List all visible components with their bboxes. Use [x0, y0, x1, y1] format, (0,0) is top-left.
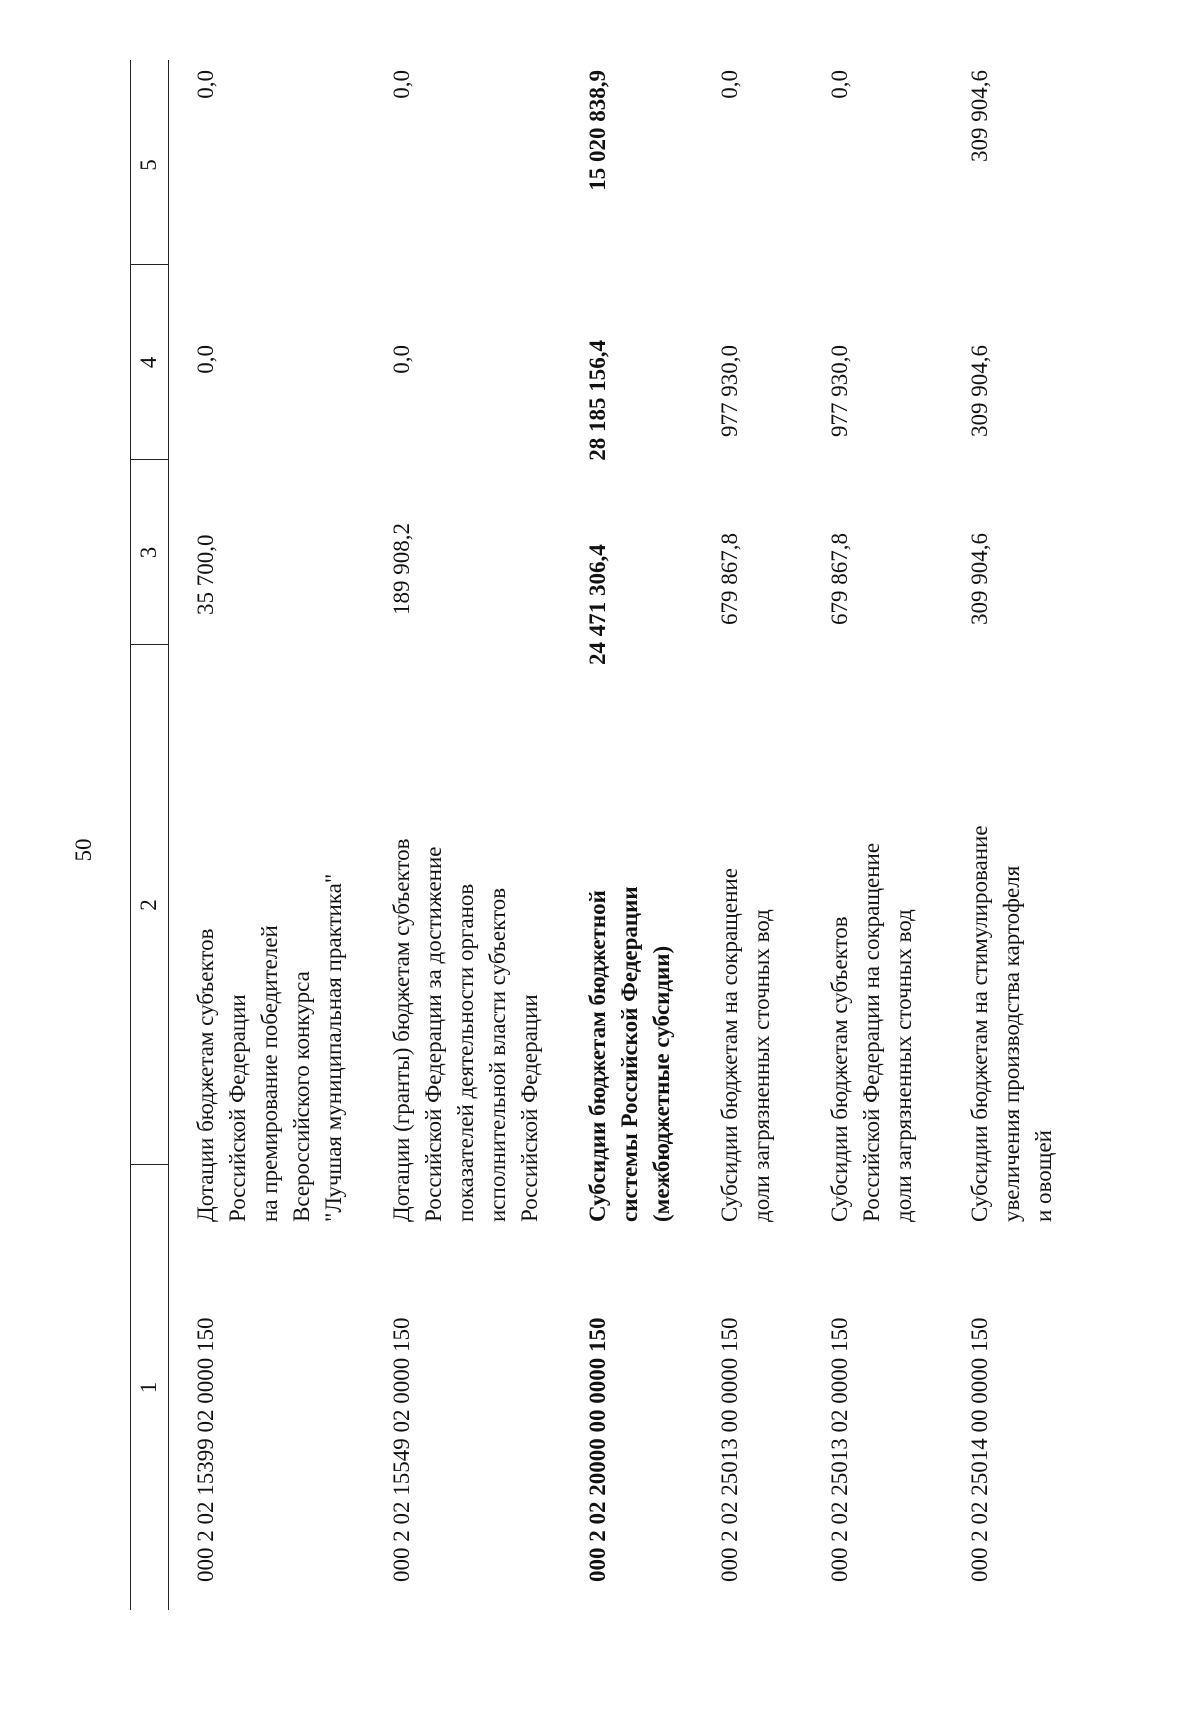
name-line: Российской Федерации [225, 994, 250, 1222]
table-row-value-col3: 35 700,0 [193, 534, 218, 615]
name-line: Дотации бюджетам субъектов [193, 928, 218, 1222]
column-header-1: 1 [136, 1381, 161, 1394]
table-row-code: 000 2 02 20000 00 0000 150 [585, 1317, 610, 1582]
name-line: Российской Федерации на сокращение [859, 842, 884, 1222]
table-row-value-col3: 679 867,8 [717, 533, 742, 625]
table-row-value-col4: 309 904,6 [967, 345, 992, 437]
page-number: 50 [71, 838, 96, 862]
table-row-code: 000 2 02 25013 00 0000 150 [717, 1317, 742, 1582]
column-header-4: 4 [136, 356, 161, 369]
table-row-value-col3: 189 908,2 [389, 523, 414, 615]
name-line: и овощей [1031, 1130, 1056, 1222]
table-header-bottom-border [168, 60, 169, 1610]
column-header-5: 5 [136, 159, 161, 171]
column-header-2: 2 [136, 899, 161, 911]
table-row-value-col5: 0,0 [389, 70, 414, 99]
table-row-name [582, 886, 678, 1222]
table-row-value-col5: 0,0 [193, 70, 218, 99]
name-line: доли загрязненных сточных вод [749, 909, 774, 1222]
table-row-name [964, 825, 1060, 1222]
name-line: на премирование победителей [257, 925, 282, 1222]
name-line: Субсидии бюджетам бюджетной [585, 890, 610, 1222]
name-line: системы Российской Федерации [617, 886, 642, 1222]
table-row-code: 000 2 02 15549 02 0000 150 [389, 1317, 414, 1582]
name-line: исполнительной власти субъектов [485, 887, 510, 1222]
table-row-value-col4: 977 930,0 [827, 345, 852, 437]
table-row-value-col5: 0,0 [717, 70, 742, 99]
table-row-code: 000 2 02 25013 02 0000 150 [827, 1317, 852, 1582]
name-line: показателей деятельности органов [453, 883, 478, 1222]
table-row-value-col3: 24 471 306,4 [585, 544, 610, 665]
table-row-name [190, 874, 350, 1222]
name-line: (межбюджетные субсидии) [649, 945, 674, 1222]
table-row-value-col5: 15 020 838,9 [585, 70, 610, 191]
name-line: Российской Федерации за достижение [421, 846, 446, 1222]
name-line: Российской Федерации [517, 994, 542, 1222]
table-row-value-col4: 0,0 [389, 345, 414, 374]
name-line: Всероссийского конкурса [289, 971, 314, 1222]
name-line: Дотации (гранты) бюджетам субъектов [389, 838, 414, 1222]
table-row-value-col4: 28 185 156,4 [585, 340, 610, 461]
table-header-top-border [130, 60, 131, 1610]
table-row-value-col3: 309 904,6 [967, 533, 992, 625]
name-line: доли загрязненных сточных вод [891, 909, 916, 1222]
name-line: Субсидии бюджетам на стимулирование [967, 825, 992, 1222]
name-line: "Лучшая муниципальная практика" [321, 873, 346, 1222]
table-row-name [714, 868, 778, 1222]
table-row-value-col3: 679 867,8 [827, 533, 852, 625]
column-header-3: 3 [136, 546, 161, 559]
name-line: Субсидии бюджетам субъектов [827, 916, 852, 1222]
name-line: Субсидии бюджетам на сокращение [717, 868, 742, 1222]
table-row-value-col4: 977 930,0 [717, 345, 742, 437]
table-row-value-col5: 309 904,6 [967, 70, 992, 162]
table-row-name [824, 843, 920, 1222]
table-row-value-col4: 0,0 [193, 345, 218, 374]
table-row-code: 000 2 02 25014 00 0000 150 [967, 1317, 992, 1582]
table-row-name [386, 839, 546, 1223]
table-row-value-col5: 0,0 [827, 70, 852, 99]
name-line: увеличения производства картофеля [999, 865, 1024, 1222]
table-row-code: 000 2 02 15399 02 0000 150 [193, 1317, 218, 1582]
